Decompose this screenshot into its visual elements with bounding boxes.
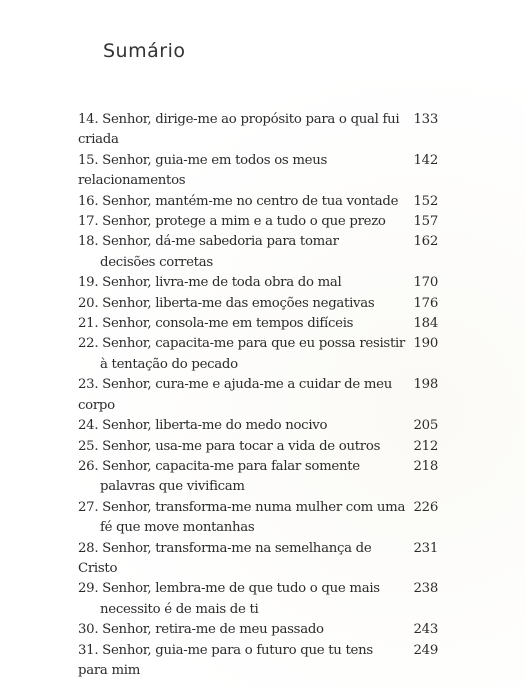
toc-entry (78, 334, 438, 375)
toc-entry-continuation: palavras que vivificam (100, 479, 245, 495)
toc-entry (78, 192, 438, 212)
toc-entry-page: 205 (413, 418, 438, 434)
toc-entry-title: 19. Senhor, livra-me de toda obra do mal (78, 275, 342, 291)
toc-entry (78, 151, 438, 192)
toc-entry (78, 437, 438, 457)
toc-entry (78, 416, 438, 436)
toc-entry (78, 232, 438, 273)
toc-entry-page: 162 (413, 234, 438, 250)
toc-entry-text (78, 375, 406, 416)
table-of-contents (78, 110, 438, 681)
toc-entry-text (78, 457, 406, 498)
toc-entry-text (78, 498, 406, 539)
toc-entry-text (78, 416, 406, 436)
toc-entry-title: 26. Senhor, capacita-me para falar somente (78, 458, 360, 474)
toc-entry-text (78, 212, 406, 232)
toc-entry-title: 22. Senhor, capacita-me para que eu possa resistir (78, 336, 405, 352)
toc-entry (78, 539, 438, 580)
toc-entry-title: 18. Senhor, dá-me sabedoria para tomar (78, 234, 339, 250)
toc-entry-text (78, 437, 406, 457)
toc-entry-text (78, 641, 406, 682)
toc-entry-title: 24. Senhor, liberta-me do medo nocivo (78, 418, 328, 434)
toc-entry-title: 20. Senhor, liberta-me das emoções negativas (78, 295, 375, 311)
toc-entry-text (78, 192, 406, 212)
toc-entry (78, 498, 438, 539)
toc-entry-text (78, 294, 406, 314)
toc-entry (78, 620, 438, 640)
toc-entry-page: 152 (413, 193, 438, 209)
toc-entry-page: 157 (413, 214, 438, 230)
toc-entry-text (78, 314, 406, 334)
toc-entry (78, 641, 438, 682)
toc-entry-page: 142 (413, 152, 438, 168)
toc-entry-title: 25. Senhor, usa-me para tocar a vida de outros (78, 438, 381, 454)
toc-entry-text (78, 151, 406, 192)
toc-entry-text (78, 579, 406, 620)
toc-entry-page: 243 (413, 622, 438, 638)
toc-entry-text (78, 232, 406, 273)
toc-entry (78, 294, 438, 314)
toc-entry-page: 218 (413, 458, 438, 474)
toc-entry-page: 184 (413, 316, 438, 332)
toc-entry-continuation: à tentação do pecado (100, 356, 238, 372)
toc-entry-page: 190 (413, 336, 438, 352)
toc-entry-text (78, 110, 406, 151)
toc-entry-title: 30. Senhor, retira-me de meu passado (78, 622, 324, 638)
toc-entry-page: 249 (413, 642, 438, 658)
toc-entry (78, 314, 438, 334)
toc-entry-page: 170 (413, 275, 438, 291)
toc-entry-continuation: decisões corretas (100, 254, 213, 270)
toc-entry-title: 21. Senhor, consola-me em tempos difíceis (78, 316, 354, 332)
toc-entry-title: 16. Senhor, mantém-me no centro de tua vontade (78, 193, 399, 209)
toc-entry-title: 27. Senhor, transforma-me numa mulher com uma (78, 499, 406, 515)
toc-entry-title: 14. Senhor, dirige-me ao propósito para o qual fui criada (78, 112, 400, 148)
toc-entry-title: 23. Senhor, cura-me e ajuda-me a cuidar de meu corpo (78, 377, 392, 413)
toc-entry-text (78, 273, 406, 293)
toc-entry-title: 29. Senhor, lembra-me de que tudo o que mais (78, 581, 380, 597)
toc-entry-title: 31. Senhor, guia-me para o futuro que tu tens para mim (78, 642, 373, 678)
toc-entry-title: 15. Senhor, guia-me em todos os meus relacionamentos (78, 152, 328, 189)
toc-entry-page: 176 (413, 295, 438, 311)
toc-entry (78, 273, 438, 293)
toc-entry (78, 110, 438, 151)
toc-entry-text (78, 334, 406, 375)
toc-entry (78, 457, 438, 498)
toc-entry-continuation: necessito é de mais de ti (100, 601, 259, 617)
page-title: Sumário (103, 40, 186, 62)
toc-entry (78, 579, 438, 620)
toc-entry (78, 375, 438, 416)
toc-entry-title: 17. Senhor, protege a mim e a tudo o que prezo (78, 214, 386, 230)
toc-entry-page: 231 (413, 540, 438, 556)
toc-entry-page: 133 (413, 112, 438, 127)
toc-entry-text (78, 620, 406, 640)
toc-entry-continuation: fé que move montanhas (100, 520, 255, 536)
toc-entry (78, 212, 438, 232)
toc-entry-page: 198 (413, 377, 438, 393)
toc-entry-title: 28. Senhor, transforma-me na semelhança de Cristo (78, 540, 372, 576)
toc-entry-text (78, 539, 406, 580)
toc-entry-page: 212 (413, 438, 438, 454)
toc-entry-page: 226 (413, 499, 438, 515)
toc-entry-page: 238 (413, 581, 438, 597)
